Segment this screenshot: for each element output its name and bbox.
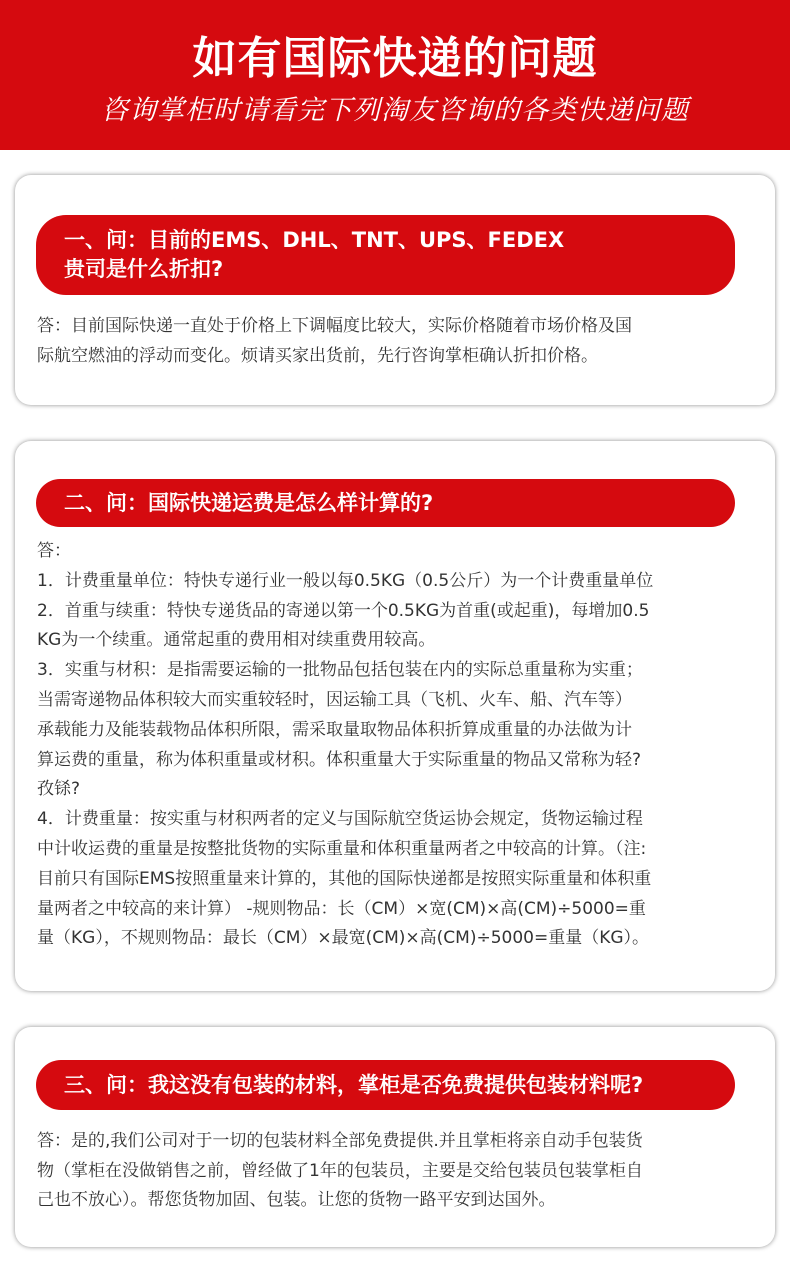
page-subtitle: 咨询掌柜时请看完下列淘友咨询的各类快递问题 xyxy=(101,95,689,126)
faq-question-3: 三、问：我这没有包装的材料，掌柜是否免费提供包装材料呢? xyxy=(36,1060,735,1110)
answer-line: 量两者之中较高的来计算） -规则物品：长（CM）×宽(CM)×高(CM)÷5000=重 xyxy=(37,898,646,919)
answer-line: 算运费的重量，称为体积重量或材积。体积重量大于实际重量的物品又常称为轻? xyxy=(37,749,642,770)
answer-line: 答：是的,我们公司对于一切的包装材料全部免费提供.并且掌柜将亲自动手包装货 xyxy=(37,1131,643,1151)
answer-line: 3．实重与材积：是指需要运输的一批物品包括包装在内的实际总重量称为实重； xyxy=(37,660,643,681)
faq-card-2 xyxy=(15,441,775,991)
faq-card-1 xyxy=(15,175,775,405)
faq-question-1-line2: 贵司是什么折扣? xyxy=(64,257,224,281)
answer-line: 4．计费重量：按实重与材积两者的定义与国际航空货运协会规定，货物运输过程 xyxy=(37,809,643,830)
page-title: 如有国际快递的问题 xyxy=(192,33,598,84)
faq-question-1-line1: 一、问：目前的EMS、DHL、TNT、UPS、FEDEX xyxy=(64,228,565,252)
answer-line: 当需寄递物品体积较大而实重较轻时，因运输工具（飞机、火车、船、汽车等） xyxy=(37,689,632,710)
answer-line: 己也不放心）。帮您货物加固、包装。让您的货物一路平安到达国外。 xyxy=(37,1190,556,1210)
faq-answer-2 xyxy=(37,537,757,954)
answer-line: 1．计费重量单位：特快专递行业一般以每0.5KG（0.5公斤）为一个计费重量单位 xyxy=(37,570,654,591)
answer-line: KG为一个续重。通常起重的费用相对续重费用较高。 xyxy=(37,630,436,651)
faq-answer-3 xyxy=(37,1127,757,1216)
answer-line: 2．首重与续重：特快专递货品的寄递以第一个0.5KG为首重(或起重)，每增加0.5 xyxy=(37,600,650,621)
answer-line: 承载能力及能装载物品体积所限，需采取量取物品体积折算成重量的办法做为计 xyxy=(37,719,632,740)
answer-line: 答： xyxy=(37,541,71,561)
faq-question-1 xyxy=(36,215,735,295)
faq-question-2: 二、问：国际快递运费是怎么样计算的? xyxy=(36,479,735,527)
answer-line: 中计收运费的重量是按整批货物的实际重量和体积重量两者之中较高的计算。（注: xyxy=(37,838,647,859)
header-banner xyxy=(0,0,790,150)
answer-line: 答：目前国际快递一直处于价格上下调幅度比较大，实际价格随着市场价格及国 xyxy=(37,316,632,336)
answer-line: 物（掌柜在没做销售之前，曾经做了1年的包装员，主要是交给包装员包装掌柜自 xyxy=(37,1160,643,1181)
answer-line: 孜铩? xyxy=(37,779,81,800)
faq-answer-1 xyxy=(37,312,757,371)
faq-card-3 xyxy=(15,1027,775,1247)
answer-line: 目前只有国际EMS按照重量来计算的，其他的国际快递都是按照实际重量和体积重 xyxy=(37,868,652,889)
answer-line: 量（KG），不规则物品：最长（CM）×最宽(CM)×高(CM)÷5000=重量（KG）。 xyxy=(37,928,650,949)
answer-line: 际航空燃油的浮动而变化。烦请买家出货前，先行咨询掌柜确认折扣价格。 xyxy=(37,345,598,366)
